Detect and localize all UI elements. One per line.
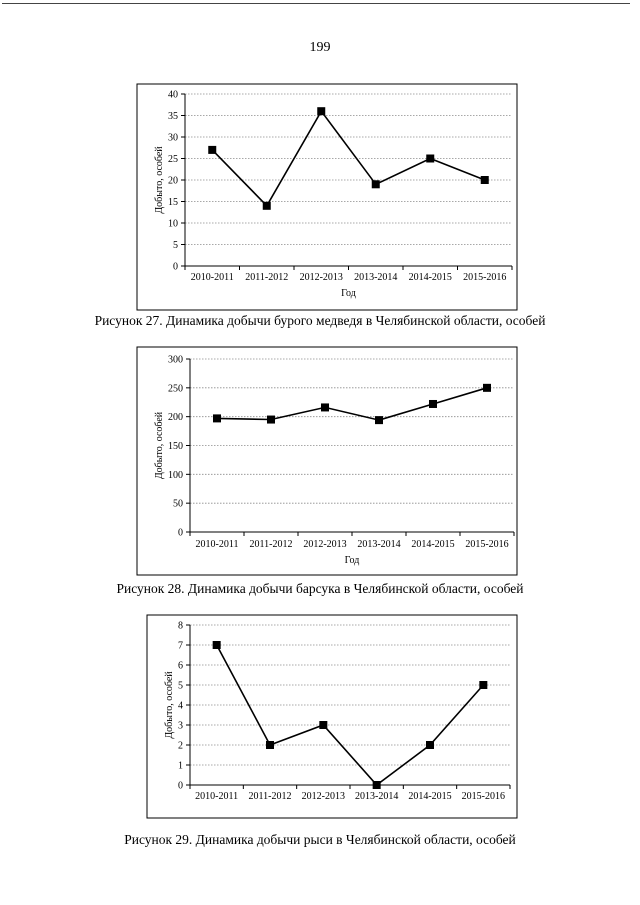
data-point-marker [373, 781, 381, 789]
data-point-marker [429, 400, 437, 408]
chart-frame [147, 615, 517, 818]
y-tick-label: 5 [173, 240, 178, 251]
series-line [217, 645, 484, 785]
chart-badger [0, 345, 640, 580]
data-point-marker [426, 155, 434, 163]
x-tick-label: 2013-2014 [354, 272, 398, 283]
x-tick-label: 2013-2014 [354, 791, 399, 802]
data-point-marker [317, 107, 325, 115]
data-point-marker [372, 180, 380, 188]
y-tick-label: 20 [168, 175, 178, 187]
y-tick-label: 1 [178, 760, 183, 772]
x-tick-label: 2013-2014 [357, 539, 401, 550]
x-axis-title: Год [344, 555, 360, 566]
x-axis-title: Год [341, 288, 356, 299]
x-tick-label: 2012-2013 [303, 539, 347, 550]
y-tick-label: 10 [168, 218, 178, 230]
x-tick-label: 2015-2016 [461, 791, 506, 802]
x-tick-label: 2012-2013 [299, 272, 343, 283]
data-point-marker [481, 176, 489, 184]
y-tick-label: 25 [168, 154, 178, 165]
chart-brown-bear [0, 80, 640, 310]
x-tick-label: 2010-2011 [190, 272, 234, 283]
y-tick-label: 50 [173, 498, 183, 510]
page-top-rule [2, 3, 630, 4]
y-axis-title: Добыто, особей [154, 411, 165, 480]
y-tick-label: 300 [168, 354, 183, 366]
chart-lynx [0, 613, 640, 828]
caption-figure-27: Рисунок 27. Динамика добычи бурого медведя в Челябинской области, особей [94, 313, 546, 328]
y-tick-label: 200 [168, 412, 183, 424]
data-point-marker [426, 741, 434, 749]
y-tick-label: 8 [178, 620, 183, 632]
y-tick-label: 100 [168, 469, 183, 481]
x-tick-label: 2012-2013 [301, 791, 346, 802]
y-axis-title: Добыто, особей [154, 146, 165, 214]
y-tick-label: 0 [178, 780, 183, 792]
x-tick-label: 2011-2012 [245, 272, 289, 283]
page-number: 199 [309, 40, 331, 55]
x-tick-label: 2011-2012 [249, 539, 293, 550]
x-tick-label: 2014-2015 [411, 539, 455, 550]
y-tick-label: 6 [178, 660, 183, 672]
y-tick-label: 4 [178, 700, 183, 712]
y-tick-label: 40 [168, 89, 178, 101]
x-tick-label: 2015-2016 [465, 539, 509, 550]
series-line [217, 388, 487, 420]
data-point-marker [208, 146, 216, 154]
y-tick-label: 150 [168, 441, 183, 452]
y-axis-title: Добыто, особей [164, 671, 175, 739]
y-tick-label: 250 [168, 383, 183, 395]
data-point-marker [266, 741, 274, 749]
y-tick-label: 0 [173, 261, 178, 273]
y-tick-label: 2 [178, 740, 183, 752]
y-tick-label: 30 [168, 132, 178, 144]
y-tick-label: 7 [178, 640, 183, 652]
caption-figure-28: Рисунок 28. Динамика добычи барсука в Челябинской области, особей [116, 581, 524, 596]
x-tick-label: 2014-2015 [408, 272, 452, 283]
x-tick-label: 2014-2015 [408, 791, 452, 802]
y-tick-label: 15 [168, 197, 178, 208]
y-tick-label: 0 [178, 527, 183, 539]
data-point-marker [319, 721, 327, 729]
data-point-marker [479, 681, 487, 689]
caption-figure-29: Рисунок 29. Динамика добычи рыси в Челябинской области, особей [124, 832, 516, 847]
y-tick-label: 35 [168, 111, 178, 122]
y-tick-label: 3 [178, 720, 183, 732]
data-point-marker [213, 414, 221, 422]
data-point-marker [267, 416, 275, 424]
data-point-marker [263, 202, 271, 210]
x-tick-label: 2015-2016 [463, 272, 507, 283]
data-point-marker [321, 403, 329, 411]
data-point-marker [483, 384, 491, 392]
data-point-marker [213, 641, 221, 649]
x-tick-label: 2010-2011 [195, 791, 239, 802]
x-tick-label: 2011-2012 [248, 791, 292, 802]
x-tick-label: 2010-2011 [195, 539, 239, 550]
y-tick-label: 5 [178, 680, 183, 692]
data-point-marker [375, 416, 383, 424]
